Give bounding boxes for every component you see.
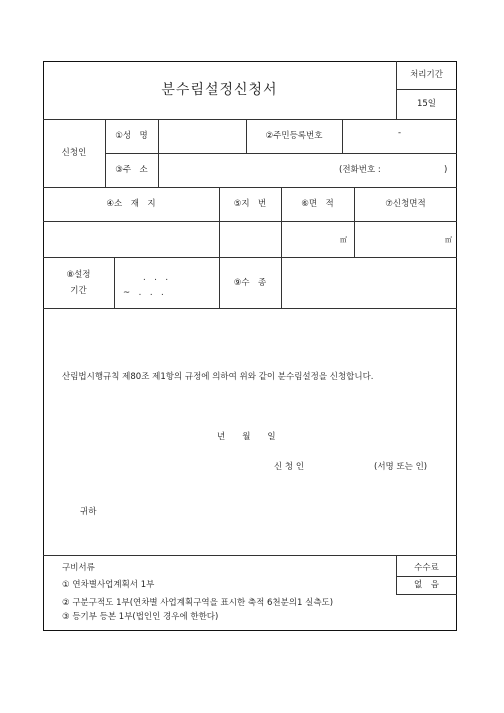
- date-line: 년 월 일: [217, 432, 276, 442]
- applicant-sign-label: 신 청 인: [274, 462, 305, 472]
- applicant-label: 신청인: [61, 148, 87, 158]
- period-line-1: . . .: [143, 273, 169, 283]
- rrn-label: ②주민등록번호: [265, 131, 323, 141]
- rrn-dash: -: [397, 128, 402, 138]
- rule-period-bottom: [43, 308, 457, 309]
- documents-title: 구비서류: [62, 563, 95, 573]
- area-field[interactable]: [282, 222, 353, 256]
- species-label: ⑨수 종: [233, 278, 267, 288]
- period-label-1: ⑧설정: [66, 270, 91, 280]
- signature-note: (서명 또는 인): [374, 462, 428, 472]
- lot-field[interactable]: [220, 222, 280, 256]
- period-line-2: ~ . . .: [123, 288, 164, 298]
- rule-fee-bottom: [396, 594, 457, 595]
- lot-label: ⑤지 번: [233, 199, 267, 209]
- fee-value: 없 음: [414, 580, 439, 590]
- processing-label: 처리기간: [410, 70, 443, 80]
- addressee: 귀하: [80, 507, 97, 517]
- fee-label: 수수료: [414, 563, 439, 573]
- rule-fee-divider: [396, 576, 457, 577]
- declaration-text: 산림법시행규칙 제80조 제1항의 규정에 의하여 위와 같이 분수림설정을 신청합니다.: [62, 372, 374, 382]
- location-label: ④소 재 지: [106, 199, 156, 209]
- rule-applicant-bottom: [43, 187, 457, 188]
- phone-close: ): [444, 165, 448, 175]
- period-label-2: 기간: [70, 286, 87, 296]
- applied-area-label: ⑦신청면적: [385, 199, 426, 209]
- name-label: ①성 명: [115, 131, 148, 141]
- area-label: ⑥면 적: [301, 199, 334, 209]
- rule-processing-divider: [396, 89, 457, 90]
- area-unit: ㎡: [340, 236, 347, 244]
- applied-area-field[interactable]: [355, 222, 456, 256]
- name-field[interactable]: [159, 120, 245, 152]
- address-label: ③주 소: [115, 165, 148, 175]
- document-item-3: ③ 등기부 등본 1부(법인인 경우에 한한다): [62, 612, 219, 622]
- document-item-2: ② 구분구적도 1부(연차별 사업계획구역을 표시한 축적 6천분의1 실측도): [62, 598, 334, 608]
- rule-body-bottom: [43, 555, 457, 556]
- period-field[interactable]: [115, 258, 218, 307]
- species-field[interactable]: [282, 258, 456, 307]
- signature-field[interactable]: [318, 458, 368, 474]
- processing-value: 15일: [416, 99, 437, 109]
- form-title: 분수림설정신청서: [161, 82, 278, 98]
- rrn-field[interactable]: [343, 120, 456, 152]
- location-field[interactable]: [44, 222, 218, 256]
- applied-area-unit: ㎡: [445, 236, 452, 244]
- phone-open: (전화번호 :: [339, 165, 381, 175]
- rule-applicant-col: [105, 119, 106, 187]
- address-field[interactable]: [159, 154, 456, 186]
- document-item-1: ① 연차별사업계획서 1부: [62, 580, 155, 590]
